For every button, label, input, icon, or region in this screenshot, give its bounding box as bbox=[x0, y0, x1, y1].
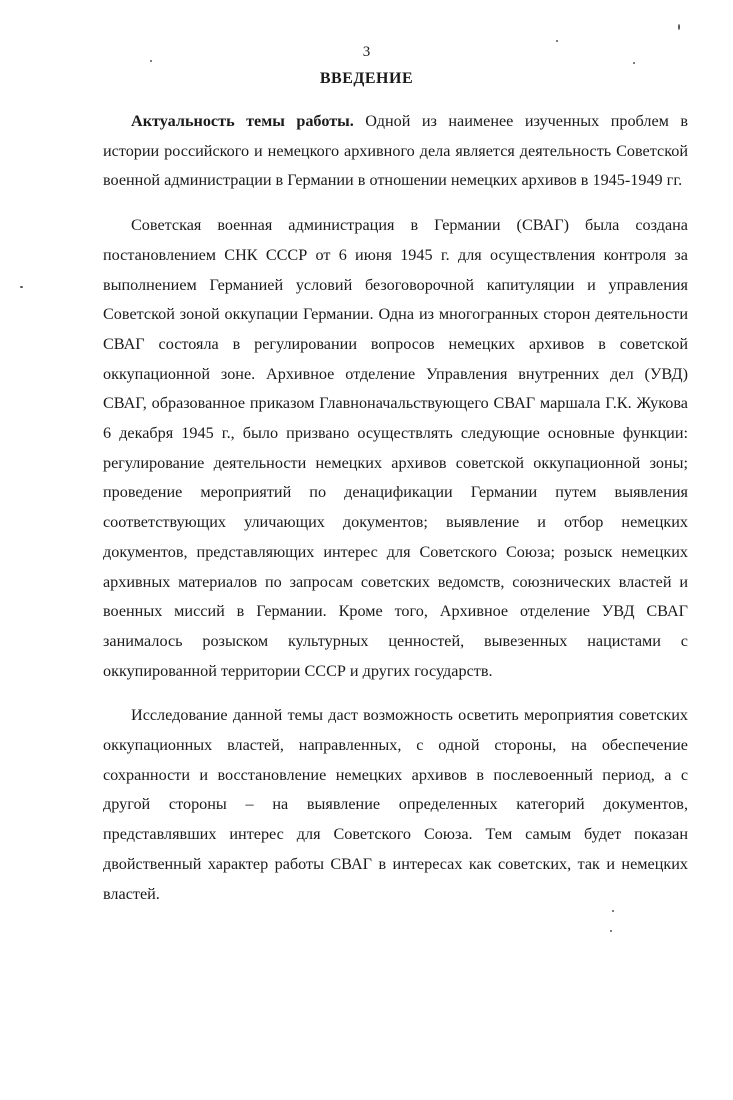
scan-speck bbox=[610, 930, 612, 932]
body-text bbox=[103, 107, 688, 924]
paragraph-text: Одной из наименее изученных проблем в истории российского и немецкого архивного дела является деятельность Советской военной администрации в Германии в отношении немецких архивов в 1945-1949 гг. bbox=[103, 112, 688, 190]
scan-speck bbox=[678, 24, 680, 30]
page-number: 3 bbox=[362, 44, 371, 60]
paragraph-title: Актуальность темы работы. bbox=[131, 112, 354, 130]
paragraph-research: Исследование данной темы даст возможность осветить мероприятия советских оккупационных властей, направленных, с одной стороны, на обеспечение сохранности и восстановление немецких архивов в послевоенный период, а с другой стороны – на выявление определенных категорий документов, представлявших интерес для Советского Союза. Тем самым будет показан двойственный характер работы СВАГ в интересах как советских, так и немецких властей. bbox=[103, 706, 688, 903]
scan-speck bbox=[20, 286, 23, 288]
section-heading: ВВЕДЕНИЕ bbox=[319, 70, 414, 87]
scan-speck bbox=[633, 62, 635, 64]
scan-speck bbox=[612, 910, 614, 912]
scan-speck bbox=[556, 40, 558, 42]
paragraph-relevance bbox=[103, 107, 688, 196]
paragraph-svag: Советская военная администрация в Германии (СВАГ) была создана постановлением СНК СССР от 6 июня 1945 г. для осуществления контроля за выполнением Германией условий безоговорочной капитуляции и управления Советской зоной оккупации Германии. Одна из многогранных сторон деятельности СВАГ состояла в регулировании вопросов немецких архивов в советской оккупационной зоне. Архивное отделение Управления внутренних дел (УВД) СВАГ, образованное приказом Главноначальствующего СВАГ маршала Г.К. Жукова 6 декабря 1945 г., было призвано осуществлять следующие основные функции: регулирование деятельности немецких архивов советской оккупационной зоны; проведение мероприятий по денацификации Германии путем выявления соответствующих уличающих документов; выявление и отбор немецких документов, представляющих интерес для Советского Союза; розыск немецких архивных материалов по запросам советских ведомств, союзнических властей и военных миссий в Германии. Кроме того, Архивное отделение УВД СВАГ занималось розыском культурных ценностей, вывезенных нацистами с оккупированной территории СССР и других государств. bbox=[103, 216, 688, 680]
scan-speck bbox=[150, 60, 152, 62]
